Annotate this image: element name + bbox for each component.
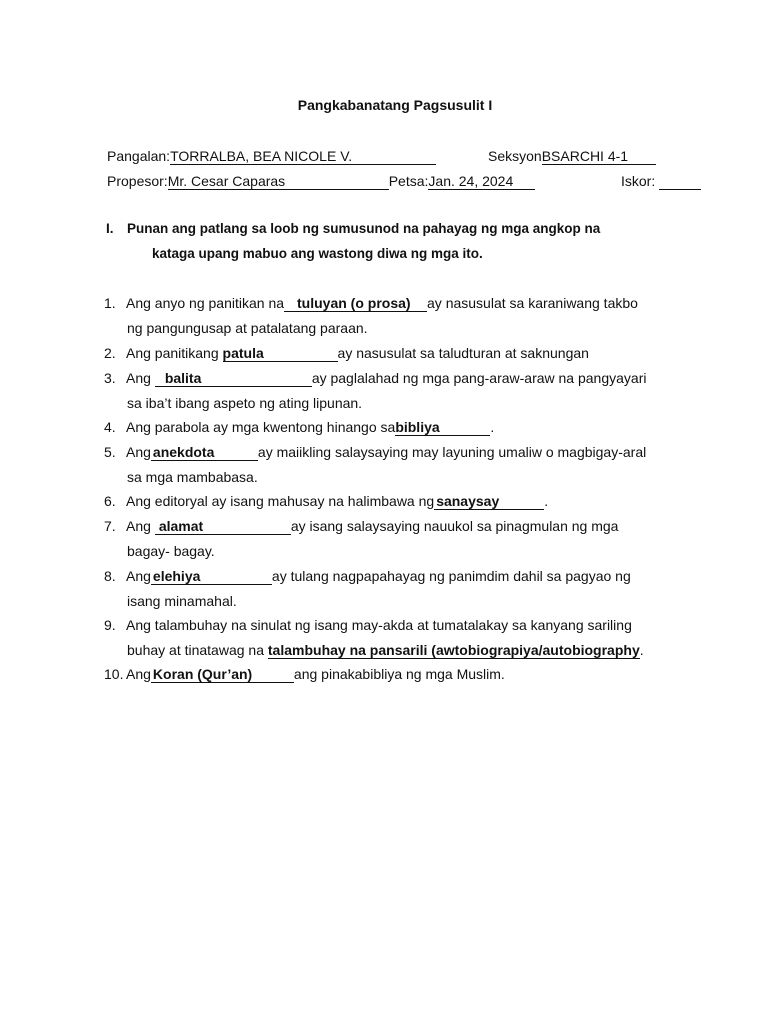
list-item: 3. Ang balita ay paglalahad ng mga pang-araw-araw na pangyayari [104, 370, 647, 386]
section-label: Seksyon [488, 148, 542, 164]
answer-blank: balita [155, 371, 312, 387]
page-title: Pangkabanatang Pagsusulit I [297, 97, 493, 113]
instruction-line1: Punan ang patlang sa loob ng sumusunod na pahayag ng mga angkop na [127, 221, 601, 236]
score-field [659, 174, 701, 190]
score-row [621, 172, 701, 190]
answer-blank: bibliya [395, 420, 490, 436]
list-item: 7. Ang alamat ay isang salaysaying nauukol sa pinagmulan ng mga [104, 518, 619, 534]
list-item: 9. Ang talambuhay na sinulat ng isang may-akda at tumatalakay sa kanyang sariling [104, 617, 632, 633]
professor-label: Propesor: [107, 173, 168, 189]
answer-blank: tuluyan (o prosa) [284, 296, 427, 312]
list-item: 1. Ang anyo ng panitikan na tuluyan (o prosa) ay nasusulat sa karaniwang takbo [104, 295, 638, 311]
list-item-cont: bagay- bagay. [127, 543, 215, 559]
section-field: BSARCHI 4-1 [542, 149, 656, 165]
answer-blank: sanaysay [434, 494, 544, 510]
list-item: 2. Ang panitikang patula ay nasusulat sa taludturan at saknungan [104, 345, 589, 361]
answer-blank: anekdota [151, 445, 258, 461]
date-label: Petsa: [388, 173, 429, 189]
answer-blank: elehiya [151, 569, 272, 585]
name-row [107, 147, 436, 165]
list-item-cont: sa iba’t ibang aspeto ng ating lipunan. [127, 395, 363, 411]
score-label: Iskor: [621, 173, 656, 189]
list-item: 4. Ang parabola ay mga kwentong hinango sabibliya . [104, 419, 495, 435]
list-item-cont: ng pangungusap at patalatang paraan. [127, 320, 368, 336]
name-field: TORRALBA, BEA NICOLE V. [170, 149, 436, 165]
list-item-cont: isang minamahal. [127, 593, 237, 609]
instruction-line2: kataga upang mabuo ang wastong diwa ng mga ito. [152, 246, 483, 261]
list-item: 10. Ang Koran (Qur’an) ang pinakabibliya ng mga Muslim. [104, 666, 505, 682]
answer-blank: patula [223, 346, 338, 362]
date-field: Jan. 24, 2024 [428, 174, 535, 190]
professor-field: Mr. Cesar Caparas [168, 174, 389, 190]
list-item-cont: sa mga mambabasa. [127, 469, 258, 485]
professor-row [107, 172, 535, 190]
instruction-roman: I. [106, 221, 114, 236]
list-item: 5. Ang anekdota ay maiikling salaysaying may layuning umaliw o magbigay-aral [104, 444, 647, 460]
name-label: Pangalan: [107, 148, 171, 164]
list-item-cont: buhay at tinatawag na talambuhay na pansarili (awtobiograpiya/autobiography. [127, 642, 644, 658]
answer-blank: alamat [155, 519, 291, 535]
list-item: 8. Ang elehiya ay tulang nagpapahayag ng panimdim dahil sa pagyao ng [104, 568, 631, 584]
list-item: 6. Ang editoryal ay isang mahusay na halimbawa ng sanaysay . [104, 493, 549, 509]
answer-blank: talambuhay na pansarili (awtobiograpiya/autobiography [267, 642, 640, 658]
section-row [488, 147, 656, 165]
answer-blank: Koran (Qur’an) [151, 667, 294, 683]
instruction [106, 221, 600, 236]
